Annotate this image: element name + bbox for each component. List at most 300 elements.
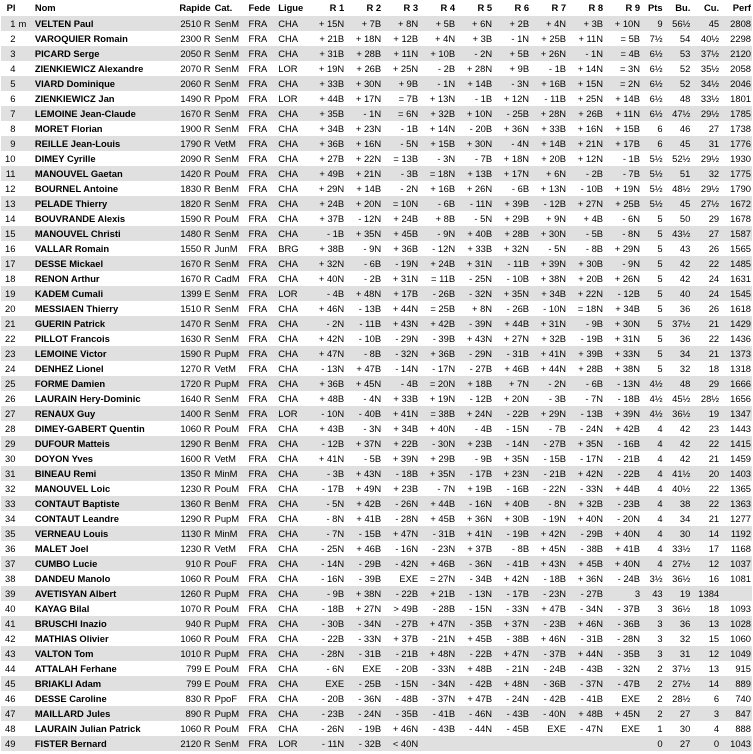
- table-row: [1, 241, 752, 256]
- rating-cell: 1900 R: [180, 123, 211, 134]
- performance-cell: 1049: [730, 648, 751, 659]
- round-5-cell: - 32N: [469, 288, 493, 299]
- round-5-cell: + 10N: [466, 108, 493, 119]
- cumulative-cell: 26: [708, 243, 720, 254]
- league-cell: CHA: [278, 633, 299, 644]
- title-cell: [17, 601, 31, 616]
- category-cell: PupM: [214, 618, 240, 629]
- category-cell: PouM: [214, 423, 240, 434]
- league-cell: CHA: [278, 78, 299, 89]
- points-cell: 4½: [649, 378, 663, 389]
- cumulative-cell: 13: [708, 663, 720, 674]
- buchholz-cell: 52½: [672, 153, 691, 164]
- cumulative-cell: 40½: [700, 33, 720, 44]
- round-2-cell: EXE: [362, 663, 382, 674]
- header-cell: [17, 0, 31, 16]
- buchholz-cell: 46: [679, 123, 691, 134]
- player-name-cell: DOYON Yves: [34, 453, 94, 464]
- round-8-cell: - 27B: [580, 588, 604, 599]
- rank-cell: 19: [5, 288, 16, 299]
- player-name-cell: VALLAR Romain: [34, 243, 110, 254]
- federation-cell: FRA: [248, 93, 268, 104]
- rating-cell: 1590 R: [180, 348, 211, 359]
- round-1-cell: - 5N: [326, 498, 345, 509]
- round-8-cell: - 19B: [580, 333, 604, 344]
- round-4-cell: [421, 736, 458, 751]
- cumulative-cell: 34½: [700, 78, 720, 89]
- round-7-cell: + 32B: [541, 333, 567, 344]
- performance-cell: 2058: [730, 63, 751, 74]
- header-cell: Cu.: [693, 0, 722, 16]
- round-7-cell: + 30N: [540, 228, 567, 239]
- player-name-cell: VAROQUIER Romain: [34, 33, 128, 44]
- cumulative-cell: 24: [708, 273, 720, 284]
- performance-cell: 1060: [730, 633, 751, 644]
- player-name-cell: LEMOINE Jean-Claude: [34, 108, 136, 119]
- round-2-cell: - 15B: [358, 528, 382, 539]
- table-row: [1, 526, 752, 541]
- round-4-cell: = 38B: [430, 408, 456, 419]
- league-cell: CHA: [278, 153, 299, 164]
- buchholz-cell: 45½: [672, 393, 691, 404]
- league-cell: CHA: [278, 213, 299, 224]
- category-cell: PpoM: [214, 93, 240, 104]
- rank-cell: 27: [5, 408, 16, 419]
- round-7-cell: - 12B: [543, 198, 567, 209]
- round-6-cell: + 30B: [504, 513, 530, 524]
- table-row: [1, 46, 752, 61]
- federation-cell: FRA: [248, 693, 268, 704]
- round-4-cell: - 1N: [437, 78, 456, 89]
- round-9-cell: - 13N: [617, 378, 641, 389]
- round-3-cell: - 29N: [395, 333, 419, 344]
- federation-cell: FRA: [248, 228, 268, 239]
- category-cell: SenM: [214, 228, 240, 239]
- table-row: [1, 676, 752, 691]
- rank-cell: 14: [5, 213, 16, 224]
- round-6-cell: + 44B: [504, 318, 530, 329]
- points-cell: 3: [657, 648, 663, 659]
- player-name-cell: BINEAU Remi: [34, 468, 97, 479]
- title-cell: [17, 46, 31, 61]
- rank-cell: 6: [10, 93, 16, 104]
- federation-cell: FRA: [248, 708, 268, 719]
- round-6-cell: - 43B: [506, 708, 530, 719]
- round-1-cell: - 18B: [321, 603, 345, 614]
- category-cell: SenM: [214, 738, 240, 749]
- federation-cell: FRA: [248, 378, 268, 389]
- rank-cell: 35: [5, 528, 16, 539]
- round-5-cell: + 31N: [466, 258, 493, 269]
- performance-cell: 1672: [730, 198, 751, 209]
- player-name-cell: VELTEN Paul: [34, 18, 94, 29]
- round-2-cell: - 3N: [363, 423, 382, 434]
- rating-cell: 1600 R: [180, 453, 211, 464]
- round-3-cell: + 24B: [393, 213, 419, 224]
- rating-cell: 1060 R: [180, 633, 211, 644]
- title-cell: [17, 301, 31, 316]
- league-cell: CHA: [278, 648, 299, 659]
- round-2-cell: + 37N: [355, 438, 382, 449]
- category-cell: SenM: [214, 198, 240, 209]
- round-4-cell: + 32B: [430, 108, 456, 119]
- player-name-cell: FORME Damien: [34, 378, 106, 389]
- round-4-cell: = 25B: [430, 303, 456, 314]
- league-cell: CHA: [278, 708, 299, 719]
- cumulative-cell: 26: [708, 303, 720, 314]
- round-9-cell: - 24B: [617, 573, 641, 584]
- federation-cell: FRA: [248, 543, 268, 554]
- round-6-cell: - 38B: [506, 633, 530, 644]
- round-5-cell: + 23B: [467, 438, 493, 449]
- round-2-cell: + 30N: [355, 78, 382, 89]
- round-1-cell: + 33B: [319, 78, 345, 89]
- rating-cell: 1670 R: [180, 273, 211, 284]
- round-6-cell: + 2B: [509, 18, 530, 29]
- player-name-cell: BOURNEL Antoine: [34, 183, 119, 194]
- player-name-cell: MANOUVEL Loic: [34, 483, 111, 494]
- performance-cell: 1738: [730, 123, 751, 134]
- federation-cell: FRA: [248, 573, 268, 584]
- round-7-cell: + 44N: [540, 363, 567, 374]
- category-cell: SenM: [214, 153, 240, 164]
- rank-cell: 45: [5, 678, 16, 689]
- rank-cell: 18: [5, 273, 16, 284]
- round-2-cell: - 24N: [358, 708, 382, 719]
- points-cell: 3: [657, 618, 663, 629]
- round-8-cell: - 43B: [580, 663, 604, 674]
- buchholz-cell: 45: [679, 198, 691, 209]
- rating-cell: 799 E: [186, 678, 211, 689]
- buchholz-cell: 42: [679, 453, 691, 464]
- title-cell: [17, 631, 31, 646]
- category-cell: SenM: [214, 78, 240, 89]
- round-3-cell: - 21B: [395, 648, 419, 659]
- table-row: [1, 421, 752, 436]
- round-8-cell: + 45B: [578, 558, 604, 569]
- header-cell: Pl: [1, 0, 17, 16]
- rating-cell: 1630 R: [180, 333, 211, 344]
- points-cell: 2: [657, 678, 663, 689]
- title-cell: [17, 646, 31, 661]
- performance-cell: 1545: [730, 288, 751, 299]
- table-row: [1, 406, 752, 421]
- round-9-cell: + 44B: [615, 483, 641, 494]
- league-cell: CHA: [278, 198, 299, 209]
- category-cell: PouM: [214, 678, 240, 689]
- round-6-cell: + 5B: [509, 48, 530, 59]
- round-8-cell: + 21N: [577, 138, 604, 149]
- round-2-cell: + 48N: [355, 288, 382, 299]
- table-row: [1, 706, 752, 721]
- round-4-cell: - 26B: [432, 288, 456, 299]
- rank-cell: 43: [5, 648, 16, 659]
- points-cell: 2: [657, 663, 663, 674]
- round-1-cell: + 32N: [318, 258, 345, 269]
- buchholz-cell: 42: [679, 273, 691, 284]
- buchholz-cell: 53: [679, 48, 691, 59]
- title-cell: [17, 271, 31, 286]
- category-cell: SenM: [214, 408, 240, 419]
- federation-cell: FRA: [248, 723, 268, 734]
- rating-cell: 1270 R: [180, 363, 211, 374]
- buchholz-cell: 34: [679, 348, 691, 359]
- round-3-cell: + 39N: [392, 453, 419, 464]
- league-cell: CHA: [278, 468, 299, 479]
- table-row: [1, 511, 752, 526]
- league-cell: CHA: [278, 438, 299, 449]
- buchholz-cell: 27: [679, 738, 691, 749]
- round-7-cell: + 42N: [540, 528, 567, 539]
- league-cell: CHA: [278, 108, 299, 119]
- round-2-cell: + 18N: [355, 33, 382, 44]
- round-7-cell: - 18B: [543, 573, 567, 584]
- title-cell: [17, 421, 31, 436]
- round-4-cell: + 44B: [430, 498, 456, 509]
- rating-cell: 1360 R: [180, 498, 211, 509]
- round-1-cell: - 8N: [326, 513, 345, 524]
- league-cell: LOR: [278, 738, 298, 749]
- player-name-cell: ZIENKIEWICZ Jan: [34, 93, 115, 104]
- round-8-cell: - 33N: [580, 483, 604, 494]
- round-9-cell: - 12B: [617, 288, 641, 299]
- round-1-cell: - 12B: [321, 438, 345, 449]
- round-1-cell: - 14N: [321, 558, 345, 569]
- header-cell: R 6: [495, 0, 532, 16]
- buchholz-cell: 48: [679, 378, 691, 389]
- rating-cell: 1290 R: [180, 438, 211, 449]
- round-8-cell: - 24N: [580, 423, 604, 434]
- rating-cell: 1010 R: [180, 648, 211, 659]
- round-1-cell: + 46N: [318, 303, 345, 314]
- round-2-cell: + 14B: [356, 183, 382, 194]
- league-cell: CHA: [278, 168, 299, 179]
- federation-cell: FRA: [248, 408, 268, 419]
- federation-cell: FRA: [248, 48, 268, 59]
- header-cell: Rapide: [174, 0, 212, 16]
- league-cell: CHA: [278, 348, 299, 359]
- buchholz-cell: 36½: [672, 573, 691, 584]
- table-row: [1, 391, 752, 406]
- round-4-cell: - 21N: [432, 633, 456, 644]
- cumulative-cell: 20: [708, 468, 720, 479]
- round-9-cell: + 39N: [614, 408, 641, 419]
- round-6-cell: + 23N: [503, 468, 530, 479]
- points-cell: 5: [657, 213, 663, 224]
- round-1-cell: + 24B: [319, 198, 345, 209]
- round-1-cell: - 13N: [321, 363, 345, 374]
- cumulative-cell: 18: [708, 363, 720, 374]
- player-name-cell: LAURAIN Hery-Dominic: [34, 393, 141, 404]
- buchholz-cell: 47½: [672, 108, 691, 119]
- round-9-cell: - 36B: [617, 618, 641, 629]
- buchholz-cell: 43: [679, 243, 691, 254]
- cumulative-cell: 29½: [700, 183, 720, 194]
- performance-cell: 2120: [730, 48, 751, 59]
- title-cell: [17, 331, 31, 346]
- federation-cell: FRA: [248, 303, 268, 314]
- round-6-cell: - 19B: [506, 528, 530, 539]
- round-7-cell: - 22N: [543, 483, 567, 494]
- rank-cell: 39: [5, 588, 16, 599]
- table-row: [1, 31, 752, 46]
- player-name-cell: GUERIN Patrick: [34, 318, 106, 329]
- category-cell: PupM: [214, 348, 240, 359]
- round-6-cell: - 26B: [506, 303, 530, 314]
- round-6-cell: [495, 736, 532, 751]
- round-6-cell: + 29B: [504, 213, 530, 224]
- buchholz-cell: 42: [679, 438, 691, 449]
- performance-cell: 1666: [730, 378, 751, 389]
- round-9-cell: + 33N: [614, 348, 641, 359]
- rating-cell: 1130 R: [181, 528, 211, 539]
- rank-cell: 25: [5, 378, 16, 389]
- round-1-cell: - 28N: [321, 648, 345, 659]
- round-9-cell: + 14B: [615, 93, 641, 104]
- round-3-cell: EXE: [399, 573, 419, 584]
- performance-cell: 1930: [730, 153, 751, 164]
- round-6-cell: - 14N: [506, 438, 530, 449]
- round-6-cell: - 17B: [506, 588, 530, 599]
- category-cell: BenM: [214, 183, 240, 194]
- points-cell: 4: [657, 558, 663, 569]
- player-name-cell: DESSE Caroline: [34, 693, 107, 704]
- points-cell: 6½: [649, 108, 663, 119]
- round-1-cell: - 23B: [321, 708, 345, 719]
- performance-cell: 1801: [730, 93, 751, 104]
- round-2-cell: + 42B: [356, 498, 382, 509]
- points-cell: 2: [657, 693, 663, 704]
- round-3-cell: - 2N: [400, 183, 419, 194]
- round-2-cell: - 29B: [358, 558, 382, 569]
- league-cell: CHA: [278, 363, 299, 374]
- title-cell: [17, 376, 31, 391]
- rank-cell: 41: [5, 618, 16, 629]
- round-3-cell: - 48B: [395, 693, 419, 704]
- category-cell: PupM: [214, 588, 240, 599]
- round-2-cell: - 6B: [363, 258, 382, 269]
- round-2-cell: - 32B: [358, 738, 382, 749]
- round-5-cell: - 13N: [469, 588, 493, 599]
- round-6-cell: - 8B: [511, 543, 530, 554]
- federation-cell: FRA: [248, 513, 268, 524]
- performance-cell: 1415: [730, 438, 751, 449]
- round-5-cell: - 35B: [469, 618, 493, 629]
- round-9-cell: + 17B: [615, 138, 641, 149]
- category-cell: JunM: [214, 243, 238, 254]
- round-5-cell: + 36N: [466, 513, 493, 524]
- rating-cell: 2060 R: [180, 78, 211, 89]
- round-9-cell: - 47B: [617, 678, 641, 689]
- title-cell: [17, 286, 31, 301]
- round-5-cell: + 45B: [467, 633, 493, 644]
- round-4-cell: - 31B: [432, 528, 456, 539]
- round-2-cell: + 41B: [356, 513, 382, 524]
- cumulative-cell: 13: [708, 618, 720, 629]
- category-cell: PouM: [214, 663, 240, 674]
- round-7-cell: + 31N: [540, 318, 567, 329]
- round-9-cell: - 8N: [622, 228, 641, 239]
- round-6-cell: + 46B: [504, 363, 530, 374]
- rating-cell: 2510 R: [180, 18, 211, 29]
- round-1-cell: - 10N: [321, 408, 345, 419]
- points-cell: 5: [657, 243, 663, 254]
- round-8-cell: + 46N: [577, 618, 604, 629]
- points-cell: 5½: [649, 198, 663, 209]
- federation-cell: FRA: [248, 348, 268, 359]
- round-1-cell: - 2N: [326, 318, 345, 329]
- round-4-cell: = 27N: [429, 573, 456, 584]
- points-cell: 9: [657, 18, 663, 29]
- round-9-cell: 3: [634, 588, 641, 599]
- round-4-cell: - 17N: [432, 363, 456, 374]
- round-6-cell: + 17N: [503, 168, 530, 179]
- points-cell: 4: [657, 468, 663, 479]
- round-9-cell: = 5B: [620, 33, 641, 44]
- round-6-cell: + 12N: [503, 93, 530, 104]
- title-cell: [17, 451, 31, 466]
- league-cell: CHA: [278, 498, 299, 509]
- category-cell: PpoF: [214, 693, 237, 704]
- round-9-cell: + 15B: [615, 123, 641, 134]
- round-1-cell: - 16N: [321, 573, 345, 584]
- cumulative-cell: 29½: [700, 153, 720, 164]
- performance-cell: 2046: [730, 78, 751, 89]
- round-3-cell: - 18B: [395, 468, 419, 479]
- round-1-cell: - 20B: [321, 693, 345, 704]
- performance-cell: 1565: [730, 243, 751, 254]
- table-row: [1, 721, 752, 736]
- rank-cell: 5: [10, 78, 16, 89]
- round-8-cell: + 44N: [577, 648, 604, 659]
- rating-cell: 1790 R: [180, 138, 211, 149]
- round-5-cell: - 42B: [469, 678, 493, 689]
- category-cell: VetM: [214, 543, 236, 554]
- round-2-cell: + 26B: [356, 63, 382, 74]
- rating-cell: 1290 R: [180, 513, 211, 524]
- title-cell: [17, 706, 31, 721]
- round-7-cell: - 3B: [548, 393, 567, 404]
- federation-cell: FRA: [248, 738, 268, 749]
- category-cell: PupM: [214, 378, 240, 389]
- buchholz-cell: 31: [679, 648, 691, 659]
- header-cell: R 1: [310, 0, 347, 16]
- league-cell: CHA: [278, 423, 299, 434]
- title-cell: [17, 676, 31, 691]
- round-8-cell: = 18N: [577, 303, 604, 314]
- category-cell: SenM: [214, 318, 240, 329]
- title-cell: [17, 166, 31, 181]
- federation-cell: FRA: [248, 108, 268, 119]
- round-4-cell: + 8B: [435, 213, 456, 224]
- buchholz-cell: 37½: [672, 318, 691, 329]
- round-9-cell: - 9N: [622, 258, 641, 269]
- points-cell: 5: [657, 288, 663, 299]
- round-3-cell: - 19N: [395, 258, 419, 269]
- round-5-cell: + 26N: [466, 183, 493, 194]
- round-2-cell: + 46B: [356, 543, 382, 554]
- round-7-cell: + 46N: [540, 633, 567, 644]
- round-2-cell: - 31B: [358, 648, 382, 659]
- cumulative-cell: 23: [708, 423, 720, 434]
- title-cell: [17, 436, 31, 451]
- league-cell: CHA: [278, 258, 299, 269]
- round-5-cell: - 16N: [469, 498, 493, 509]
- league-cell: CHA: [278, 378, 299, 389]
- table-row: [1, 466, 752, 481]
- league-cell: CHA: [278, 513, 299, 524]
- round-4-cell: + 36B: [430, 348, 456, 359]
